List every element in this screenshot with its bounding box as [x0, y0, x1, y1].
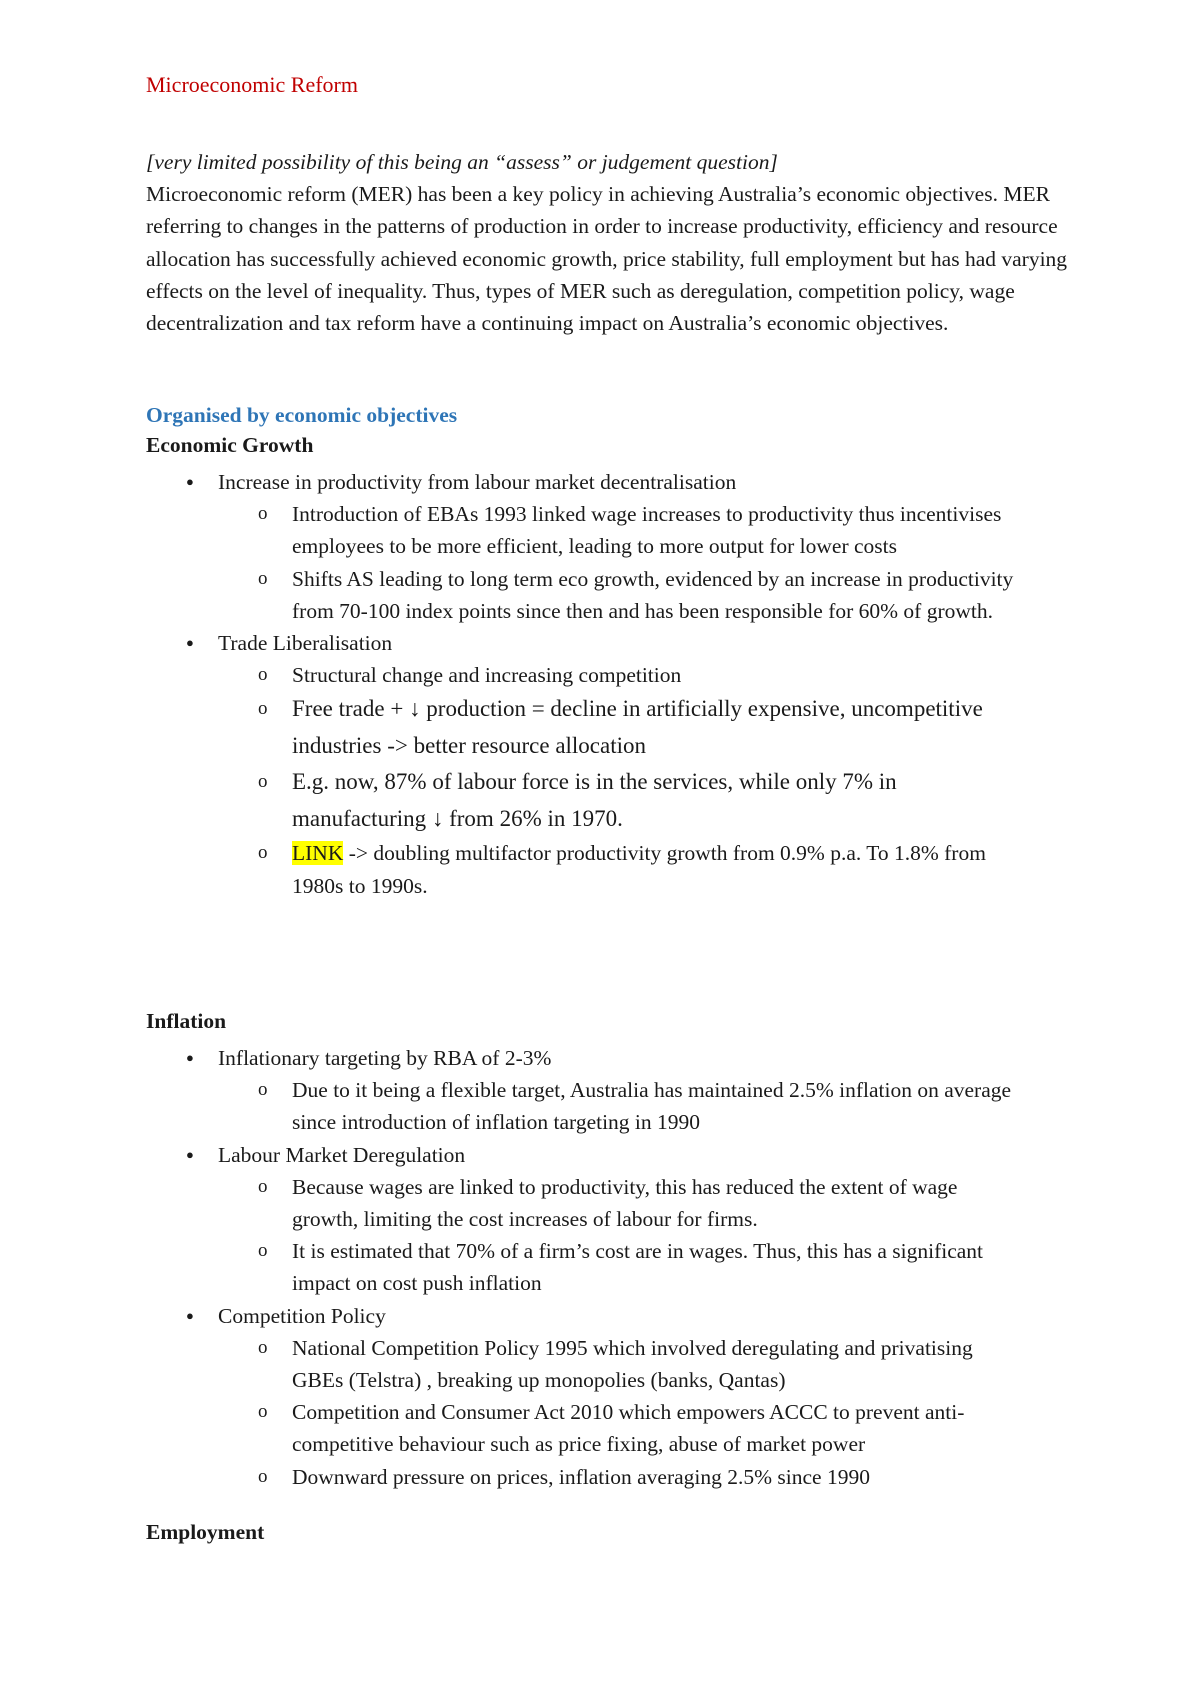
- bullet-text: Labour Market Deregulation: [218, 1142, 466, 1167]
- sub-bullet-text: Due to it being a flexible target, Australia has maintained 2.5% inflation on average since introduction of inflation targeting in 1990: [292, 1078, 1012, 1135]
- sub-list-item: [218, 764, 1014, 837]
- inflation-list: [146, 1042, 1086, 1493]
- employment-heading: Employment: [146, 1520, 265, 1544]
- inflation-heading: Inflation: [146, 1009, 227, 1033]
- sub-list-item: [218, 1332, 1014, 1396]
- intro-note: [very limited possibility of this being an “assess” or judgement question]: [146, 150, 778, 174]
- sub-list-item: [218, 659, 1014, 691]
- sub-bullet-text: Competition and Consumer Act 2010 which empowers ACCC to prevent anti-competitive behaviour such as price fixing, abuse of market power: [292, 1400, 965, 1457]
- intro-paragraph: Microeconomic reform (MER) has been a key policy in achieving Australia’s economic objectives. MER referring to changes in the patterns of production in order to increase productivity, efficiency and resource allocation has successfully achieved economic growth, price stability, full employment but has had varying effects on the level of inequality. Thus, types of MER such as deregulation, competition policy, wage decentralization and tax reform have a continuing impact on Australia’s economic objectives.: [146, 182, 1068, 336]
- sub-list-item: [218, 1461, 1014, 1493]
- sub-list-item: [218, 1171, 1014, 1235]
- sub-list-item: [218, 498, 1014, 562]
- sub-bullet-text: Because wages are linked to productivity, this has reduced the extent of wage growth, limiting the cost increases of labour for firms.: [292, 1174, 958, 1232]
- sub-list-item: [218, 1396, 1014, 1460]
- bullet-text: Trade Liberalisation: [218, 631, 393, 656]
- sub-bullet-text: Shifts AS leading to long term eco growth, evidenced by an increase in productivity from 70-100 index points since then and has been responsible for 60% of growth.: [292, 566, 1014, 623]
- list-item: [146, 466, 1086, 627]
- list-item: [146, 1042, 1086, 1139]
- document-title: Microeconomic Reform: [146, 72, 358, 97]
- bullet-text: Increase in productivity from labour market decentralisation: [218, 470, 737, 494]
- link-highlight: LINK: [292, 841, 344, 866]
- sub-list-item: [218, 837, 1014, 901]
- sub-list-item: [218, 1235, 1014, 1299]
- sub-bullet-text: -> doubling multifactor productivity growth from 0.9% p.a. To 1.8% from 1980s to 1990s.: [292, 841, 986, 898]
- economic-growth-list: [146, 466, 1086, 902]
- bullet-text: Competition Policy: [218, 1303, 386, 1328]
- list-item: [146, 1300, 1086, 1493]
- section-heading: Organised by economic objectives: [146, 403, 458, 427]
- sub-bullet-text: Structural change and increasing competition: [292, 663, 682, 688]
- bullet-text: Inflationary targeting by RBA of 2-3%: [218, 1046, 552, 1070]
- sub-list-item: [218, 1074, 1014, 1138]
- intro-block: [146, 146, 1076, 339]
- sub-bullet-text: E.g. now, 87% of labour force is in the services, while only 7% in manufacturing ↓ from 26% in 1970.: [292, 769, 897, 831]
- list-item: [146, 627, 1086, 902]
- sub-bullet-text: National Competition Policy 1995 which involved deregulating and privatising GBEs (Telstra) , breaking up monopolies (banks, Qantas): [292, 1335, 973, 1393]
- sub-bullet-text: Free trade + ↓ production = decline in artificially expensive, uncompetitive industries -> better resource allocation: [292, 696, 983, 758]
- economic-growth-heading: Economic Growth: [146, 433, 314, 457]
- sub-list-item: [218, 691, 1014, 764]
- sub-bullet-text: Downward pressure on prices, inflation averaging 2.5% since 1990: [292, 1464, 870, 1489]
- sub-bullet-text: Introduction of EBAs 1993 linked wage increases to productivity thus incentivises employees to be more efficient, leading to more output for lower costs: [292, 502, 1002, 559]
- list-item: [146, 1139, 1086, 1300]
- sub-bullet-text: It is estimated that 70% of a firm’s cost are in wages. Thus, this has a significant impact on cost push inflation: [292, 1239, 984, 1296]
- sub-list-item: [218, 563, 1014, 627]
